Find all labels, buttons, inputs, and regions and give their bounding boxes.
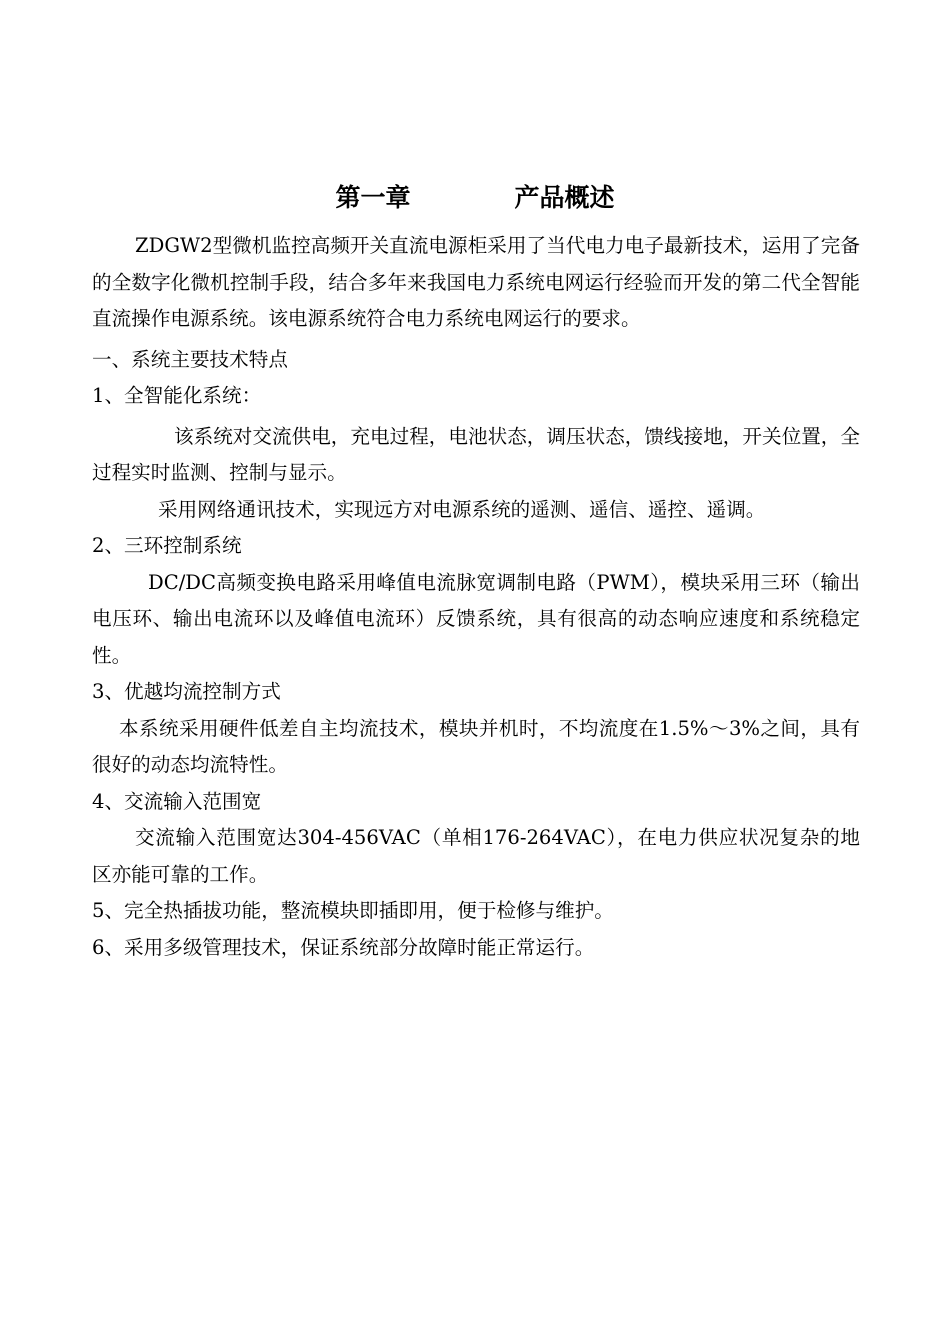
item-heading-3: 3、优越均流控制方式 (92, 680, 281, 703)
item-3-paragraph-1: 本系统采用硬件低差自主均流技术，模块并机时，不均流度在1.5%～3%之间，具有很好的动态均流特性。 (92, 716, 860, 776)
intro-paragraph: ZDGW2型微机监控高频开关直流电源柜采用了当代电力电子最新技术，运用了完备的全数字化微机控制手段，结合多年来我国电力系统电网运行经验而开发的第二代全智能直流操作电源系统。该电源系统符合电力系统电网运行的要求。 (92, 234, 860, 330)
item-2-paragraph-1: DC/DC高频变换电路采用峰值电流脉宽调制电路（PWM），模块采用三环（输出电压环、输出电流环以及峰值电流环）反馈系统，具有很高的动态响应速度和系统稳定性。 (92, 570, 860, 667)
chapter-name: 产品概述 (514, 183, 615, 212)
section-heading: 一、系统主要技术特点 (92, 347, 288, 371)
chapter-number: 第一章 (335, 183, 411, 212)
item-4-paragraph-1: 交流输入范围宽达304-456VAC（单相176-264VAC），在电力供应状况复杂的地区亦能可靠的工作。 (92, 826, 860, 886)
item-1-paragraph-1: 该系统对交流供电，充电过程，电池状态，调压状态，馈线接地，开关位置，全过程实时监测、控制与显示。 (92, 424, 860, 484)
item-heading-2: 2、三环控制系统 (92, 534, 242, 557)
item-heading-1: 1、全智能化系统： (92, 384, 262, 407)
document-body (92, 228, 860, 966)
item-heading-6: 6、采用多级管理技术，保证系统部分故障时能正常运行。 (92, 935, 595, 959)
item-heading-4: 4、交流输入范围宽 (92, 789, 262, 813)
chapter-title (0, 178, 950, 218)
item-1-paragraph-2: 采用网络通讯技术，实现远方对电源系统的遥测、遥信、遥控、遥调。 (158, 497, 766, 521)
item-heading-5: 5、完全热插拔功能，整流模块即插即用，便于检修与维护。 (92, 899, 614, 922)
